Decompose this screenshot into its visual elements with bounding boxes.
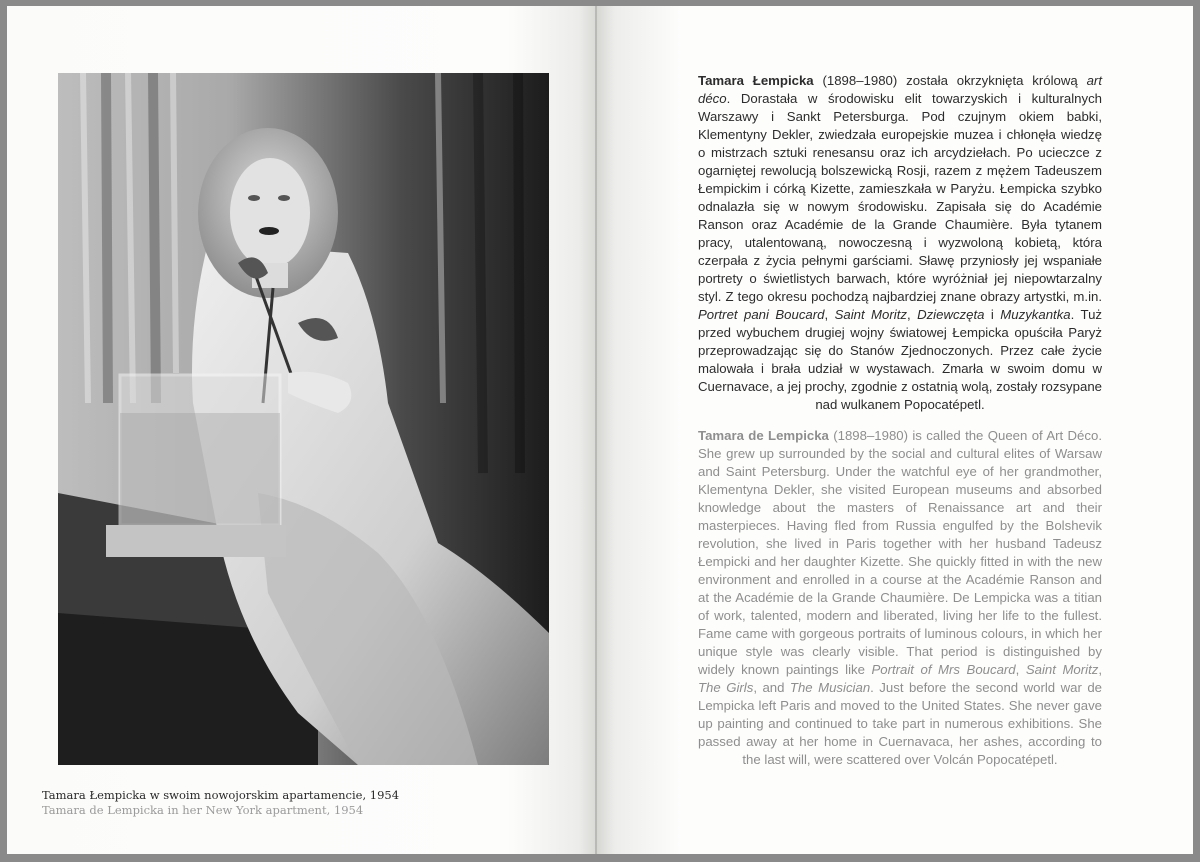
biography-english: Tamara de Lempicka (1898–1980) is called the Queen of Art Déco. She grew up surrounded by the social and cultural elites of Warsaw and Saint Petersburg. Under the watchful eye of her grandmother, Klementyna Dekler, she visited European museums and absorbed knowledge about the masters of Renaissance art and their masterpieces. Having fled from Russia engulfed by the Bolshevik revolution, she lived in Paris together with her husband Tadeusz Łempicki and her daughter Kizette. She quickly fitted in with the new environment and enrolled in a course at the Académie Ranson and at the Académie de la Grande Chaumière. De Lempicka was a titian of work, talented, modern and liberated, living her life to the fullest. Fame came with gorgeous portraits of luminous colours, in which her unique style was clearly visible. That period is distinguished by widely known paintings like Portrait of Mrs Boucard, Saint Moritz, The Girls, and The Musician. Just before the second world war de Lempicka left Paris and moved to the United States. She never gave up painting and continued to take part in numerous exhibitions. She passed away at her home in Cuernavaca, her ashes, according to the last will, were scattered over Volcán Popocatépetl.: [698, 428, 1103, 767]
biography-polish: Tamara Łempicka (1898–1980) została okrzyknięta królową art déco. Dorastała w środowisku elit towarzyskich i kulturalnych Warszawy i Sankt Petersburga. Pod czujnym okiem babki, Klementyny Dekler, zwiedzała europejskie muzea i chłonęła wiedzę o mistrzach sztuki renesansu oraz ich arcydziełach. Po ucieczce z ogarniętej rewolucją bolszewicką Rosji, razem z mężem Tadeuszem Łempickim i córką Kizette, zamieszkała w Paryżu. Łempicka szybko odnalazła się w nowym środowisku. Zapisała się do Académie Ranson oraz Académie de la Grande Chaumière. Była tytanem pracy, utalentowaną, nowoczesną i wyzwoloną kobietą, która czerpała z życia pełnymi garściami. Sławę przyniosły jej wspaniałe portrety o świetlistych barwach, które wyróżniał jej niepowtarzalny styl. Z tego okresu pochodzą najbardziej znane obrazy artystki, m.in. Portret pani Boucard, Saint Moritz, Dziewczęta i Muzykantka. Tuż przed wybuchem drugiej wojny światowej Łempicka opuściła Paryż przeprowadzając się do Stanów Zjednoczonych. Przez całe życie malowała i brała udział w wystawach. Zmarła w swoim domu w Cuernavace, a jej prochy, zgodnie z ostatnią wolą, zostały rozsypane nad wulkanem Popocatépetl.: [698, 73, 1102, 412]
caption-polish: Tamara Łempicka w swoim nowojorskim apartamencie, 1954: [42, 788, 400, 802]
aquarium-base: [106, 525, 286, 557]
portrait-photo: [58, 73, 549, 765]
caption-english: Tamara de Lempicka in her New York apartment, 1954: [42, 803, 364, 817]
bio-name: Tamara de Lempicka: [698, 428, 829, 443]
face: [230, 158, 310, 268]
lips: [259, 227, 279, 235]
bio-name: Tamara Łempicka: [698, 73, 814, 88]
photo-caption: [42, 788, 399, 818]
book-spine: [595, 6, 597, 854]
